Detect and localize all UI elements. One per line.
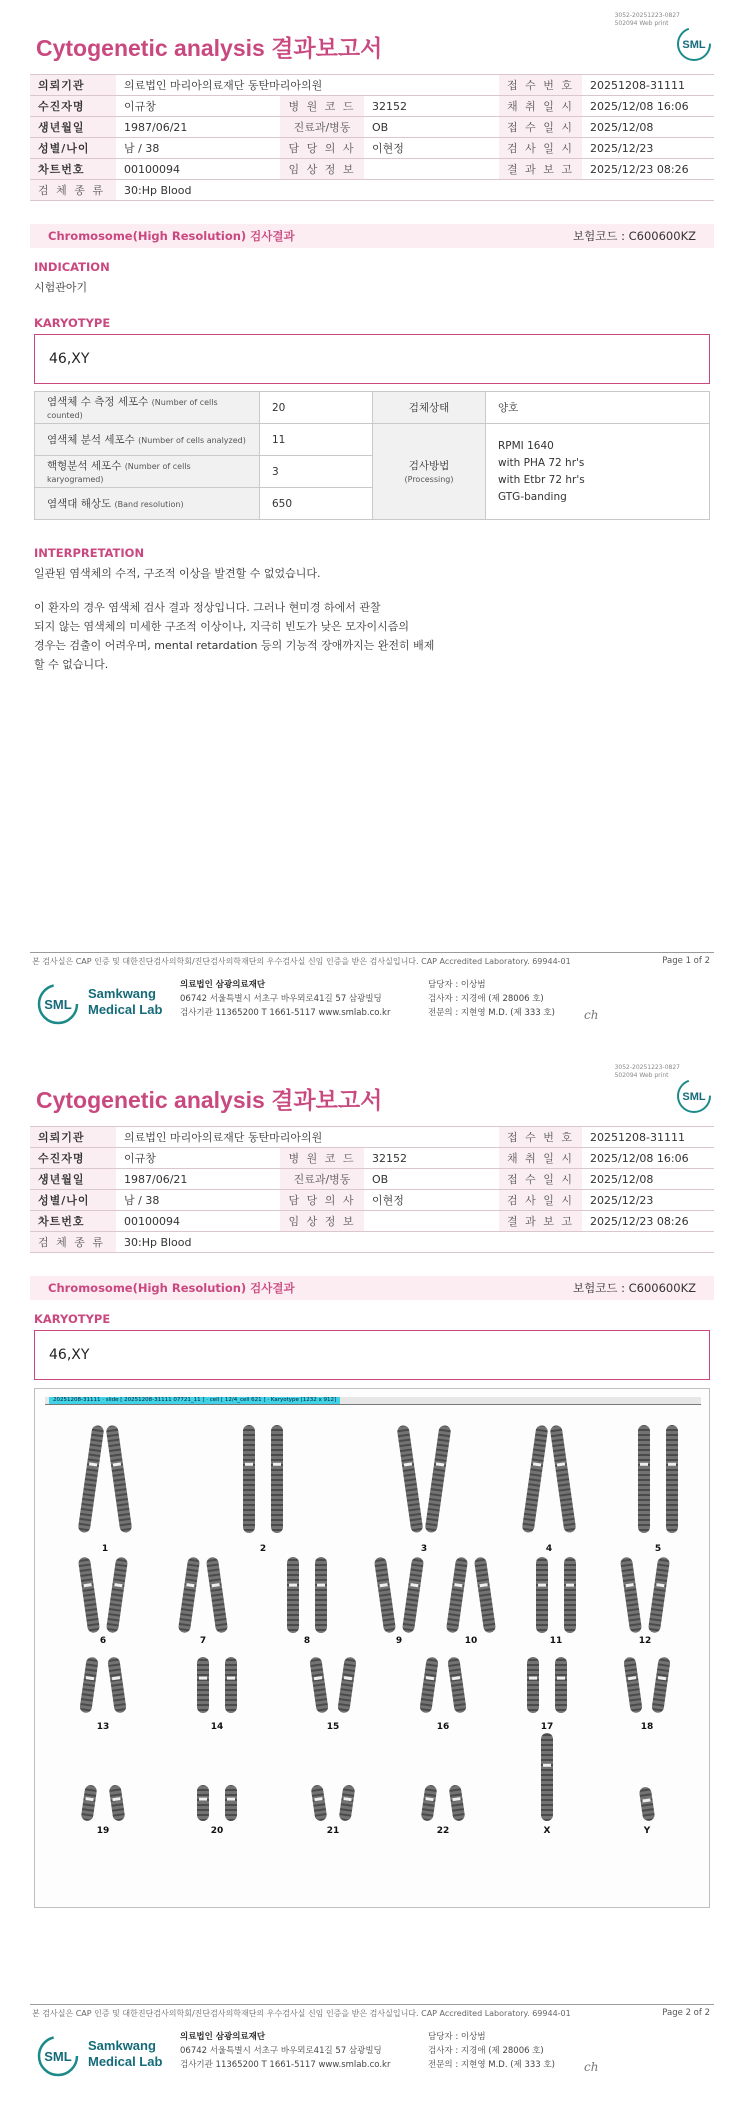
collected-value: 2025/12/08 16:06 [582,96,714,117]
dept-label: 진료과/병동 [280,1169,364,1190]
centromere-8 [317,1584,325,1587]
centromere-2 [245,1463,253,1466]
dob-label: 생년월일 [30,1169,116,1190]
chromosome-label-14: 14 [210,1722,224,1732]
chromosome-14-1 [197,1657,209,1713]
chromosome-20-1 [197,1785,209,1821]
chromosome-11-2 [564,1557,576,1633]
chromosome-22-2 [449,1784,466,1821]
chromosome-label-11: 11 [549,1636,563,1646]
centromere-17 [529,1677,537,1680]
hospital-code-value: 32152 [364,1148,499,1169]
insurance-code: 보험코드 : C600600KZ [573,1281,696,1295]
chromosome-label-2: 2 [259,1544,267,1554]
received-date-value: 2025/12/08 [582,117,714,138]
doctor-label: 담 당 의 사 [280,138,364,159]
chromosome-label-22: 22 [436,1826,450,1836]
chromosome-16-1 [419,1656,439,1713]
centromere-X [543,1764,551,1767]
chromosome-15-2 [337,1656,357,1713]
specimen-state-value: 양호 [486,392,710,424]
specimen-value: 30:Hp Blood [116,180,714,201]
karyogram-caption: 20251208-31111 · slide [ 20251208-31111 07721_11 ] · cell [ 12/4_cell 621 ] · Karyotype [1232 x 912] [49,1397,340,1404]
name-label: 수진자명 [30,96,116,117]
institution-label: 의뢰기관 [30,1127,116,1148]
name-label: 수진자명 [30,1148,116,1169]
chromosome-7-2 [206,1557,228,1634]
footer-divider [30,952,714,953]
test-date-label: 검 사 일 시 [499,1190,582,1211]
cells-analyzed-label: 염색체 분석 세포수 (Number of cells analyzed) [35,424,260,456]
insurance-code: 보험코드 : C600600KZ [573,229,696,243]
received-date-label: 접 수 일 시 [499,117,582,138]
chromosome-6-1 [78,1557,100,1634]
band-resolution-label: 염색대 해상도 (Band resolution) [35,488,260,520]
chromosome-8-2 [315,1557,327,1633]
cells-counted-label: 염색체 수 측정 세포수 (Number of cells counted) [35,392,260,424]
chromosome-19-2 [109,1784,126,1821]
cells-karyogramed-value: 3 [260,456,373,488]
chromosome-label-20: 20 [210,1826,224,1836]
chromosome-label-4: 4 [545,1544,553,1554]
dob-label: 생년월일 [30,117,116,138]
dept-value: OB [364,117,499,138]
patient-info-table [30,1126,714,1253]
chromosome-16-2 [447,1656,467,1713]
chromosome-14-2 [225,1657,237,1713]
banner-title: Chromosome(High Resolution) 검사결과 [48,229,295,243]
karyotype-heading: KARYOTYPE [34,1312,111,1326]
lab-staff-info: 담당자 : 이상범 검사자 : 지경애 (제 28006 호) 전문의 : 지현영 M.D. (제 333 호) [428,2032,555,2070]
sex-age-value: 남 / 38 [116,138,280,159]
chromosome-5-2 [666,1425,678,1533]
name-value: 이규창 [116,1148,280,1169]
received-date-label: 접 수 일 시 [499,1169,582,1190]
signature: ch [584,2060,599,2074]
chromosome-10-2 [474,1557,496,1634]
band-resolution-value: 650 [260,488,373,520]
chromosome-12-2 [648,1557,670,1634]
karyotype-result [34,1330,710,1380]
chromosome-20-2 [225,1785,237,1821]
chromosome-label-7: 7 [199,1636,207,1646]
hospital-code-value: 32152 [364,96,499,117]
karyotype-value: 46,XY [49,351,90,367]
chromosome-3-2 [425,1425,452,1534]
footer-accreditation-note: 본 검사실은 CAP 인증 및 대한진단검사의학회/진단검사의학재단의 우수검사실 신임 인증을 받은 검사실입니다. CAP Accredited Laboratory. 69944-01 [32,957,571,966]
report-value: 2025/12/23 08:26 [582,159,714,180]
chromosome-11-1 [536,1557,548,1633]
karyotype-value: 46,XY [49,1347,90,1363]
centromere-14 [199,1677,207,1680]
chromosome-label-13: 13 [96,1722,110,1732]
hospital-code-label: 병 원 코 드 [280,1148,364,1169]
specimen-value: 30:Hp Blood [116,1232,714,1253]
collected-value: 2025/12/08 16:06 [582,1148,714,1169]
chromosome-7-1 [178,1557,200,1634]
received-no-value: 20251208-31111 [582,1127,714,1148]
centromere-11 [566,1584,574,1587]
chromosome-label-1: 1 [101,1544,109,1554]
test-date-label: 검 사 일 시 [499,138,582,159]
chromosome-label-6: 6 [99,1636,107,1646]
chart-no-value: 00100094 [116,159,280,180]
lab-staff-info: 담당자 : 이상범 검사자 : 지경애 (제 28006 호) 전문의 : 지현영 M.D. (제 333 호) [428,980,555,1018]
dob-value: 1987/06/21 [116,117,280,138]
document-code-tag: 3052-20251223-0827 502094 Web print [614,1064,680,1079]
institution-label: 의뢰기관 [30,75,116,96]
doctor-value: 이현정 [364,1190,499,1211]
chromosome-22-1 [421,1784,438,1821]
samkwang-logo-icon [36,2034,80,2078]
hospital-code-label: 병 원 코 드 [280,96,364,117]
collected-label: 채 취 일 시 [499,1148,582,1169]
lab-footer [36,978,696,1028]
chromosome-18-1 [623,1656,643,1713]
page-number: Page 1 of 2 [662,956,710,966]
lab-contact-info: 의료법인 삼광의료재단 06742 서울특별시 서초구 바우뫼로41길 57 삼광빌딩 검사기관 11365200 T 1661-5117 www.smlab.co.kr [180,2032,391,2070]
lab-contact-info: 의료법인 삼광의료재단 06742 서울특별시 서초구 바우뫼로41길 57 삼광빌딩 검사기관 11365200 T 1661-5117 www.smlab.co.kr [180,980,391,1018]
centromere-8 [289,1584,297,1587]
chromosome-1-1 [78,1425,105,1534]
report-label: 결 과 보 고 [499,159,582,180]
chromosome-5-1 [638,1425,650,1533]
clinical-label: 임 상 정 보 [280,159,364,180]
centromere-20 [227,1798,235,1801]
chart-no-value: 00100094 [116,1211,280,1232]
cells-counted-value: 20 [260,392,373,424]
doctor-label: 담 당 의 사 [280,1190,364,1211]
chromosome-12-1 [620,1557,642,1634]
interpretation-detail: 이 환자의 경우 염색체 검사 결과 정상입니다. 그러나 현미경 하에서 관찰 되지 않는 염색체의 미세한 구조적 이상이나, 지극히 빈도가 낮은 모자이시즘의 경우는 검출이 어려우며, mental retardation 등의 기능적 장애까지는 완전히 배제 할 수 없습니다. [34,601,435,671]
report-label: 결 과 보 고 [499,1211,582,1232]
chromosome-label-15: 15 [326,1722,340,1732]
institution-value: 의료법인 마리아의료재단 동탄마리아의원 [116,75,499,96]
chromosome-6-2 [106,1557,128,1634]
chromosome-17-2 [555,1657,567,1713]
chromosome-label-16: 16 [436,1722,450,1732]
specimen-label: 검 체 종 류 [30,180,116,201]
centromere-17 [557,1677,565,1680]
document-code-tag: 3052-20251223-0827 502094 Web print [614,12,680,27]
chromosome-3-1 [397,1425,424,1534]
chromosome-1-2 [106,1425,133,1534]
chromosome-label-18: 18 [640,1722,654,1732]
karyotype-heading: KARYOTYPE [34,316,111,330]
chart-no-label: 차트번호 [30,1211,116,1232]
svg-text:SML: SML [44,2049,72,2064]
indication-text: 시험관아기 [34,281,88,294]
sex-age-label: 성별/나이 [30,1190,116,1211]
chromosome-19-1 [81,1784,98,1821]
chromosome-label-3: 3 [420,1544,428,1554]
samkwang-logo-icon [36,982,80,1026]
centromere-5 [668,1463,676,1466]
patient-info-table [30,74,714,201]
chromosome-label-9: 9 [395,1636,403,1646]
chromosome-2-2 [271,1425,283,1533]
page-number: Page 2 of 2 [662,2008,710,2018]
result-banner [30,1276,714,1300]
cells-analyzed-value: 11 [260,424,373,456]
chromosome-10-1 [446,1557,468,1634]
dept-value: OB [364,1169,499,1190]
method-value: RPMI 1640 with PHA 72 hr's with Etbr 72 hr's GTG-banding [486,424,710,520]
chromosome-label-8: 8 [303,1636,311,1646]
chromosome-label-5: 5 [654,1544,662,1554]
received-date-value: 2025/12/08 [582,1169,714,1190]
footer-accreditation-note: 본 검사실은 CAP 인증 및 대한진단검사의학회/진단검사의학재단의 우수검사실 신임 인증을 받은 검사실입니다. CAP Accredited Laboratory. 69944-01 [32,2009,571,2018]
chromosome-label-21: 21 [326,1826,340,1836]
chromosome-9-1 [374,1557,396,1634]
clinical-value [364,1211,499,1232]
dept-label: 진료과/병동 [280,117,364,138]
chromosome-21-1 [311,1784,328,1821]
karyogram-chromosomes [35,1389,711,1909]
chromosome-8-1 [287,1557,299,1633]
chromosome-Y [639,1786,656,1821]
sml-logo-icon [676,1078,712,1114]
karyogram-image [34,1388,710,1908]
svg-text:SML: SML [44,997,72,1012]
chromosome-label-19: 19 [96,1826,110,1836]
interpretation-heading: INTERPRETATION [34,546,145,560]
dob-value: 1987/06/21 [116,1169,280,1190]
clinical-value [364,159,499,180]
doctor-value: 이현정 [364,138,499,159]
report-value: 2025/12/23 08:26 [582,1211,714,1232]
chromosome-4-2 [550,1425,577,1534]
lab-name: Samkwang Medical Lab [88,2038,163,2069]
collected-label: 채 취 일 시 [499,96,582,117]
chromosome-label-Y: Y [643,1826,651,1836]
centromere-5 [640,1463,648,1466]
chromosome-4-1 [522,1425,549,1534]
svg-text:SML: SML [682,1091,706,1103]
received-no-value: 20251208-31111 [582,75,714,96]
chromosome-17-1 [527,1657,539,1713]
centromere-11 [538,1584,546,1587]
chromosome-13-2 [107,1656,127,1713]
specimen-state-label: 검체상태 [373,392,486,424]
svg-text:SML: SML [682,39,706,51]
test-date-value: 2025/12/23 [582,138,714,159]
cells-karyogramed-label: 핵형분석 세포수 (Number of cells karyogramed) [35,456,260,488]
name-value: 이규창 [116,96,280,117]
footer-divider [30,2004,714,2005]
chromosome-18-2 [651,1656,671,1713]
lab-footer [36,2030,696,2080]
chromosome-X [541,1733,553,1821]
cells-table [34,391,710,520]
chromosome-21-2 [339,1784,356,1821]
signature: ch [584,1008,599,1022]
chromosome-13-1 [79,1656,99,1713]
clinical-label: 임 상 정 보 [280,1211,364,1232]
centromere-14 [227,1677,235,1680]
chart-no-label: 차트번호 [30,159,116,180]
banner-title: Chromosome(High Resolution) 검사결과 [48,1281,295,1295]
received-no-label: 접 수 번 호 [499,1127,582,1148]
karyotype-result [34,334,710,384]
result-banner [30,224,714,248]
interpretation-summary: 일관된 염색체의 수적, 구조적 이상을 발견할 수 없었습니다. [34,567,321,580]
test-date-value: 2025/12/23 [582,1190,714,1211]
centromere-2 [273,1463,281,1466]
report-title: Cytogenetic analysis 결과보고서 [36,35,383,61]
chromosome-15-1 [309,1656,329,1713]
sml-logo-icon [676,26,712,62]
specimen-label: 검 체 종 류 [30,1232,116,1253]
chromosome-label-10: 10 [464,1636,478,1646]
sex-age-label: 성별/나이 [30,138,116,159]
chromosome-9-2 [402,1557,424,1634]
method-label: 검사방법 (Processing) [373,424,486,520]
chromosome-2-1 [243,1425,255,1533]
report-title: Cytogenetic analysis 결과보고서 [36,1087,383,1113]
chromosome-label-17: 17 [540,1722,554,1732]
lab-name: Samkwang Medical Lab [88,986,163,1017]
indication-heading: INDICATION [34,260,110,274]
centromere-20 [199,1798,207,1801]
chromosome-label-12: 12 [638,1636,652,1646]
chromosome-label-X: X [543,1826,551,1836]
institution-value: 의료법인 마리아의료재단 동탄마리아의원 [116,1127,499,1148]
received-no-label: 접 수 번 호 [499,75,582,96]
sex-age-value: 남 / 38 [116,1190,280,1211]
